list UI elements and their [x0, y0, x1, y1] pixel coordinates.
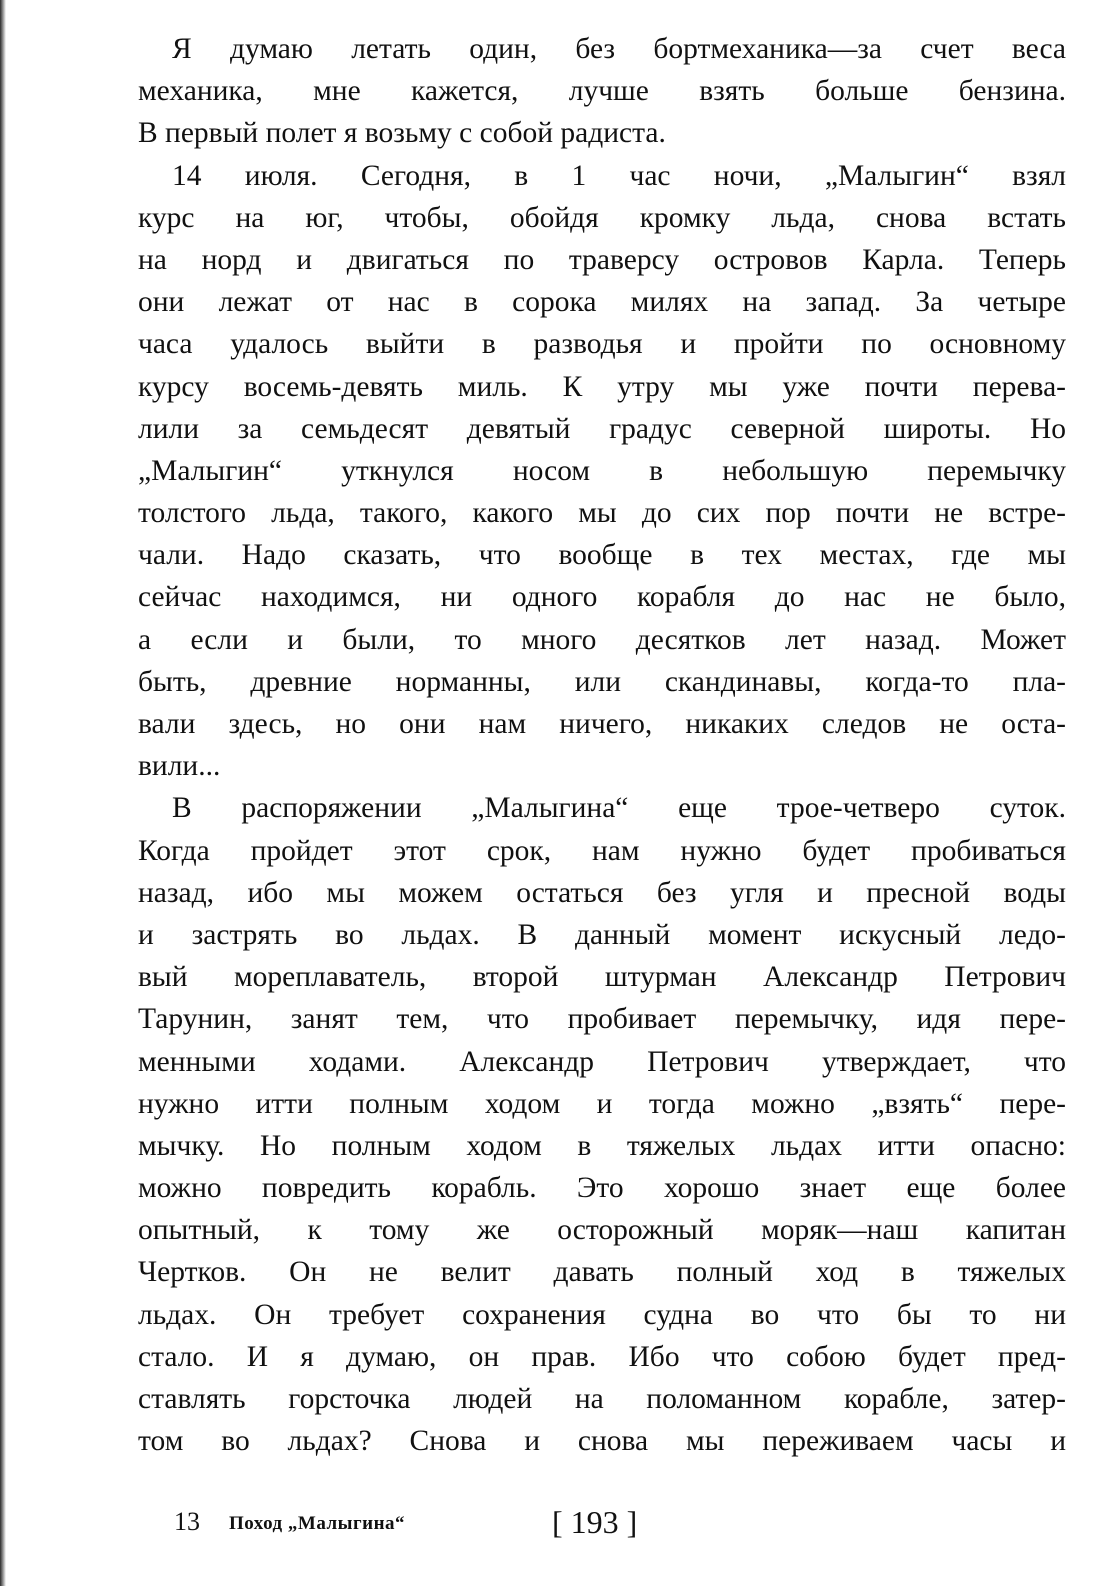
text-line: быть, древние норманны, или скандинавы, когда-то пла-	[138, 665, 1066, 698]
text-line: льдах. Он требует сохранения судна во что бы то ни	[138, 1298, 1066, 1331]
text-line: на норд и двигаться по траверсу островов Карла. Теперь	[138, 243, 1066, 276]
text-line: механика, мне кажется, лучше взять больше бензина.	[138, 75, 1066, 108]
text-line: толстого льда, такого, какого мы до сих пор почти не встре-	[138, 497, 1066, 530]
text-line: Когда пройдет этот срок, нам нужно будет пробиваться	[138, 834, 1066, 867]
text-line: курсу восемь-девять миль. К утру мы уже почти перева-	[138, 370, 1066, 403]
text-line: Тарунин, занят тем, что пробивает перемычку, идя пере-	[138, 1003, 1066, 1036]
text-line: можно повредить корабль. Это хорошо знает еще более	[138, 1172, 1066, 1205]
text-line: часа удалось выйти в разводья и пройти по основному	[138, 328, 1066, 361]
paragraph-3	[138, 787, 1066, 1462]
text-line: В распоряжении „Малыгина“ еще трое-четверо суток.	[172, 792, 1066, 825]
page-edge-shadow	[0, 0, 6, 1586]
text-line: а если и были, то много десятков лет назад. Может	[138, 623, 1066, 656]
text-line: и застрять во льдах. В данный момент искусный ледо-	[138, 918, 1066, 951]
text-line: назад, ибо мы можем остаться без угля и пресной воды	[138, 876, 1066, 909]
page-footer	[174, 1500, 974, 1544]
text-line: сейчас находимся, ни одного корабля до нас не было,	[138, 581, 1066, 614]
text-line: опытный, к тому же осторожный моряк—наш капитан	[138, 1214, 1066, 1247]
text-line: Чертков. Он не велит давать полный ход в тяжелых	[138, 1256, 1066, 1289]
text-line: „Малыгин“ уткнулся носом в небольшую перемычку	[138, 454, 1066, 487]
text-line: ставлять горсточка людей на поломанном корабле, затер-	[138, 1383, 1066, 1415]
signature-title: Поход „Малыгина“	[229, 1513, 406, 1534]
page-number: [ 193 ]	[552, 1504, 638, 1540]
text-line: мычку. Но полным ходом в тяжелых льдах итти опасно:	[138, 1129, 1066, 1162]
text-line: Я думаю летать один, без бортмеханика—за счет веса	[172, 33, 1066, 65]
text-line: стало. И я думаю, он прав. Ибо что собою будет пред-	[138, 1340, 1066, 1373]
paragraph-2	[138, 155, 1066, 788]
text-line: том во льдах? Снова и снова мы переживаем часы и	[138, 1425, 1066, 1458]
text-line: 14 июля. Сегодня, в 1 час ночи, „Малыгин“ взял	[172, 159, 1066, 192]
text-line: вали здесь, но они нам ничего, никаких следов не оста-	[138, 708, 1066, 740]
text-line: вый мореплаватель, второй штурман Александр Петрович	[138, 961, 1066, 994]
text-line: чали. Надо сказать, что вообще в тех местах, где мы	[138, 539, 1066, 572]
text-line: нужно итти полным ходом и тогда можно „взять“ пере-	[138, 1087, 1066, 1120]
signature-number: 13	[174, 1507, 200, 1536]
text-line: менными ходами. Александр Петрович утверждает, что	[138, 1045, 1066, 1078]
text-line: вили...	[138, 750, 221, 783]
text-line: они лежат от нас в сорока милях на запад. За четыре	[138, 286, 1066, 319]
text-line: В первый полет я возьму с собой радиста.	[138, 117, 666, 150]
paragraph-1	[138, 28, 1066, 155]
text-line: курс на юг, чтобы, обойдя кромку льда, снова встать	[138, 201, 1066, 234]
body-text	[138, 28, 1066, 1462]
text-line: лили за семьдесят девятый градус северной широты. Но	[138, 412, 1066, 445]
